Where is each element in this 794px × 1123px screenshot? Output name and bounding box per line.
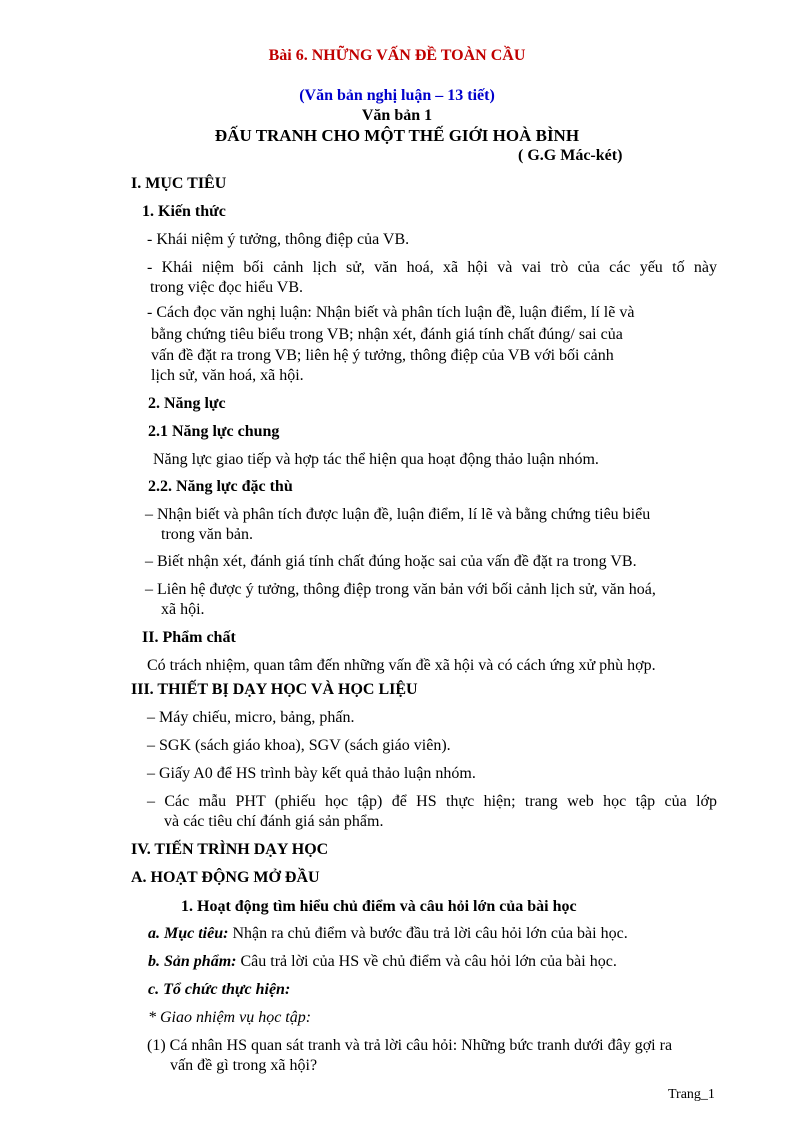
quality-heading: II. Phẩm chất: [142, 629, 236, 646]
author: ( G.G Mác-két): [518, 147, 623, 164]
goal-label: a. Mục tiêu:: [148, 925, 229, 942]
task-label: * Giao nhiệm vụ học tập:: [148, 1009, 312, 1026]
knowledge-item: - Cách đọc văn nghị luận: Nhận biết và phân tích luận đề, luận điểm, lí lẽ và: [147, 304, 635, 321]
knowledge-item: - Khái niệm bối cảnh lịch sử, văn hoá, xã hội và vai trò của các yếu tố này: [147, 259, 717, 276]
knowledge-item-cont: bằng chứng tiêu biểu trong VB; nhận xét, đánh giá tính chất đúng/ sai của: [151, 326, 623, 343]
goal-line: [148, 924, 628, 944]
section-heading-equipment: III. THIẾT BỊ DẠY HỌC VÀ HỌC LIỆU: [131, 681, 418, 698]
equipment-item: – Giấy A0 để HS trình bày kết quả thảo luận nhóm.: [147, 765, 476, 782]
page-number: Trang_1: [668, 1087, 715, 1102]
section-heading-objectives: I. MỤC TIÊU: [131, 175, 227, 192]
specific-competence-heading: 2.2. Năng lực đặc thù: [148, 478, 293, 495]
question-item: (1) Cá nhân HS quan sát tranh và trả lời câu hỏi: Những bức tranh dưới đây gợi ra: [147, 1037, 673, 1054]
competence-heading: 2. Năng lực: [148, 395, 226, 412]
equipment-item: – Máy chiếu, micro, bảng, phấn.: [147, 709, 355, 726]
product-text: Câu trả lời của HS về chủ điểm và câu hỏi lớn của bài học.: [236, 953, 617, 970]
product-line: [148, 952, 617, 972]
product-label: b. Sản phẩm:: [148, 953, 237, 970]
specific-competence-item: – Nhận biết và phân tích được luận đề, luận điểm, lí lẽ và bằng chứng tiêu biểu: [145, 506, 651, 523]
knowledge-item-cont: trong việc đọc hiểu VB.: [150, 279, 304, 296]
equipment-item-cont: và các tiêu chí đánh giá sản phẩm.: [164, 813, 384, 830]
text-number: Văn bản 1: [361, 107, 433, 124]
organization-label: c. Tổ chức thực hiện:: [148, 981, 291, 998]
knowledge-item: - Khái niệm ý tưởng, thông điệp của VB.: [147, 231, 410, 248]
equipment-item: – Các mẫu PHT (phiếu học tập) để HS thực hiện; trang web học tập của lớp: [147, 793, 717, 810]
knowledge-item-cont: lịch sử, văn hoá, xã hội.: [151, 367, 304, 384]
part-a-heading: A. HOẠT ĐỘNG MỞ ĐẦU: [131, 869, 320, 886]
equipment-item: – SGK (sách giáo khoa), SGV (sách giáo viên).: [147, 737, 451, 754]
lesson-title: Bài 6. NHỮNG VẤN ĐỀ TOÀN CẦU: [268, 47, 526, 64]
specific-competence-item-cont: xã hội.: [161, 601, 205, 618]
specific-competence-item-cont: trong văn bản.: [161, 526, 253, 543]
text-genre: (Văn bản nghị luận – 13 tiết): [299, 87, 495, 104]
goal-text: Nhận ra chủ điểm và bước đầu trả lời câu hỏi lớn của bài học.: [228, 925, 628, 942]
general-competence-text: Năng lực giao tiếp và hợp tác thể hiện qua hoạt động thảo luận nhóm.: [153, 451, 599, 468]
text-title: ĐẤU TRANH CHO MỘT THẾ GIỚI HOÀ BÌNH: [214, 126, 580, 145]
specific-competence-item: – Liên hệ được ý tưởng, thông điệp trong văn bản với bối cảnh lịch sử, văn hoá,: [145, 581, 656, 598]
section-heading-process: IV. TIẾN TRÌNH DẠY HỌC: [131, 841, 329, 858]
knowledge-heading: 1. Kiến thức: [142, 203, 226, 220]
question-item-cont: vấn đề gì trong xã hội?: [170, 1057, 318, 1074]
activity-heading: 1. Hoạt động tìm hiểu chủ điểm và câu hỏi lớn của bài học: [181, 898, 577, 915]
general-competence-heading: 2.1 Năng lực chung: [148, 423, 280, 440]
specific-competence-item: – Biết nhận xét, đánh giá tính chất đúng hoặc sai của vấn đề đặt ra trong VB.: [145, 553, 637, 570]
knowledge-item-cont: vấn đề đặt ra trong VB; liên hệ ý tưởng, thông điệp của VB với bối cảnh: [151, 347, 614, 364]
quality-text: Có trách nhiệm, quan tâm đến những vấn đề xã hội và có cách ứng xử phù hợp.: [147, 657, 656, 674]
